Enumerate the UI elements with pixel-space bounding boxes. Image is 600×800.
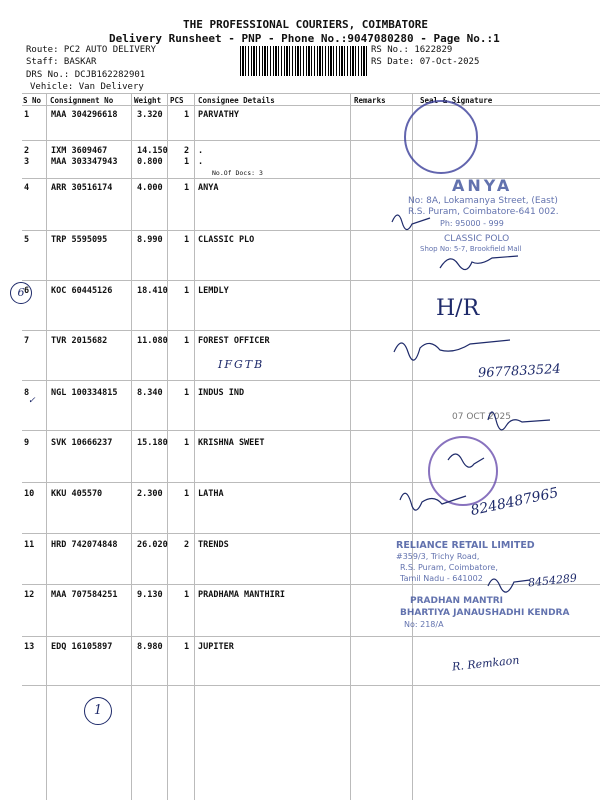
row-consignment: MAA 707584251: [51, 590, 118, 600]
hr-note: H/R: [436, 296, 480, 321]
signature-row13: R. Remkaon: [451, 653, 520, 674]
circled-number: [10, 282, 32, 304]
row-consignment: HRD 742074848: [51, 540, 118, 550]
seal-stamp-row1: [404, 100, 478, 174]
row-consignment: TRP 5595095: [51, 235, 108, 245]
reliance-address-2: R.S. Puram, Coimbatore,: [400, 563, 498, 572]
staff-label: Staff: BASKAR: [26, 57, 97, 67]
row-pcs: 1: [184, 286, 190, 296]
col-seal: Seal & Signature: [420, 96, 493, 105]
row-pcs: 1: [184, 336, 190, 346]
signature-row4: [392, 215, 430, 230]
row-weight: 2.300: [137, 489, 163, 499]
row-weight: 8.980: [137, 642, 163, 652]
vehicle-label: Vehicle: Van Delivery: [30, 82, 144, 92]
row-consignee: KRISHNA SWEET: [198, 438, 265, 448]
row-consignment: EDQ 16105897: [51, 642, 113, 652]
row-consignment: KOC 60445126: [51, 286, 113, 296]
col-consignment: Consignment No: [50, 96, 114, 105]
row-weight: 9.130: [137, 590, 163, 600]
row-pcs: 2: [184, 146, 190, 156]
row-consignment: NGL 100334815: [51, 388, 118, 398]
phone-note-row7: 9677833524: [477, 361, 562, 382]
reliance-stamp: RELIANCE RETAIL LIMITED: [396, 540, 535, 551]
row-weight: 26.020: [137, 540, 168, 550]
row-sno: 3: [24, 157, 30, 167]
anya-stamp-logo: ANYA: [452, 176, 513, 195]
row-weight: 8.340: [137, 388, 163, 398]
row-weight: 18.410: [137, 286, 168, 296]
row-sno: 2: [24, 146, 30, 156]
circled-number: [84, 697, 112, 725]
row-consignment: MAA 303347943: [51, 157, 118, 167]
row-pcs: 1: [184, 489, 190, 499]
reliance-address: #359/3, Trichy Road,: [396, 552, 480, 561]
row-pcs: 1: [184, 438, 190, 448]
row-consignment: MAA 304296618: [51, 110, 118, 120]
row-consignment: ARR 30516174: [51, 183, 113, 193]
row-pcs: 1: [184, 183, 190, 193]
row-pcs: 1: [184, 642, 190, 652]
round-stamp-row9: [428, 436, 498, 506]
row-consignee: LEMDLY: [198, 286, 229, 296]
row-consignment: IXM 3609467: [51, 146, 108, 156]
row-weight: 11.080: [137, 336, 168, 346]
row-pcs: 2: [184, 540, 190, 550]
row-weight: 8.990: [137, 235, 163, 245]
runsheet-subtitle: Delivery Runsheet - PNP - Phone No.:9047080280 - Page No.:1: [109, 32, 500, 45]
row-pcs: 1: [184, 157, 190, 167]
row-consignment: TVR 2015682: [51, 336, 108, 346]
bhartiya-number: No: 218/A: [404, 620, 444, 629]
row-consignee: .: [198, 157, 204, 167]
bhartiya-stamp: BHARTIYA JANAUSHADHI KENDRA: [400, 608, 570, 618]
row-consignee: PARVATHY: [198, 110, 239, 120]
pradhan-stamp: PRADHAN MANTRI: [410, 596, 503, 606]
ifgtb-note: IFGTB: [218, 358, 265, 371]
reliance-address-3: Tamil Nadu - 641002: [400, 574, 483, 583]
docs-count: No.Of Docs: 3: [212, 169, 263, 177]
col-remarks: Remarks: [354, 96, 386, 105]
row-consignee: .: [198, 146, 204, 156]
drs-number: DRS No.: DCJB162282901: [26, 70, 146, 80]
col-consignee: Consignee Details: [198, 96, 275, 105]
row-consignee: ANYA: [198, 183, 219, 193]
row-pcs: 1: [184, 388, 190, 398]
row-sno: 4: [24, 183, 30, 193]
col-sno: S No: [23, 96, 42, 105]
row-weight: 3.320: [137, 110, 163, 120]
row-consignee: PRADHAMA MANTHIRI: [198, 590, 285, 600]
row-consignee: INDUS IND: [198, 388, 245, 398]
row-sno: 7: [24, 336, 30, 346]
row-sno: 1: [24, 110, 30, 120]
rs-date: RS Date: 07-Oct-2025: [371, 57, 480, 67]
row-sno: 9: [24, 438, 30, 448]
row-sno: 10: [24, 489, 35, 499]
row-weight: 14.150: [137, 146, 168, 156]
signature-row11: [488, 579, 530, 592]
classic-polo-stamp: CLASSIC POLO: [444, 234, 510, 244]
col-weight: Weight: [134, 96, 162, 105]
row-weight: 0.800: [137, 157, 163, 167]
row-consignment: KKU 405570: [51, 489, 103, 499]
col-pcs: PCS: [170, 96, 184, 105]
anya-stamp-address: No: 8A, Lokamanya Street, (East): [408, 196, 558, 206]
tick-mark: ✓: [28, 396, 36, 406]
runsheet-title: THE PROFESSIONAL COURIERS, COIMBATORE: [183, 18, 429, 31]
row-consignee: FOREST OFFICER: [198, 336, 270, 346]
row-sno: 12: [24, 590, 35, 600]
circled-number-label: 6: [17, 286, 25, 299]
classic-polo-address: Shop No: 5-7, Brookfield Mall: [420, 245, 522, 253]
row-sno: 13: [24, 642, 35, 652]
anya-stamp-phone: Ph: 95000 - 999: [440, 219, 504, 228]
row-sno: 5: [24, 235, 30, 245]
row-sno: 11: [24, 540, 35, 550]
circled-number-label: 1: [93, 703, 103, 718]
row-consignment: SVK 10666237: [51, 438, 113, 448]
row-consignee: JUPITER: [198, 642, 234, 652]
row-sno: 8: [24, 388, 30, 398]
signature-row5: [440, 256, 518, 270]
row-pcs: 1: [184, 590, 190, 600]
rs-number: RS No.: 1622829: [371, 45, 453, 55]
phone-note-row11: 8454289: [527, 571, 578, 590]
phone-note-row10: 8248487965: [469, 484, 560, 520]
row-consignee: CLASSIC PLO: [198, 235, 255, 245]
route-label: Route: PC2 AUTO DELIVERY: [26, 45, 157, 55]
row-consignee: TRENDS: [198, 540, 229, 550]
row-pcs: 1: [184, 235, 190, 245]
row-weight: 15.180: [137, 438, 168, 448]
barcode: [240, 46, 368, 76]
anya-stamp-address-2: R.S. Puram, Coimbatore-641 002.: [408, 207, 559, 217]
row-pcs: 1: [184, 110, 190, 120]
row-sno: 6: [24, 286, 30, 296]
row-weight: 4.000: [137, 183, 163, 193]
row-consignee: LATHA: [198, 489, 224, 499]
date-stamp: 07 OCT 2025: [452, 412, 511, 422]
